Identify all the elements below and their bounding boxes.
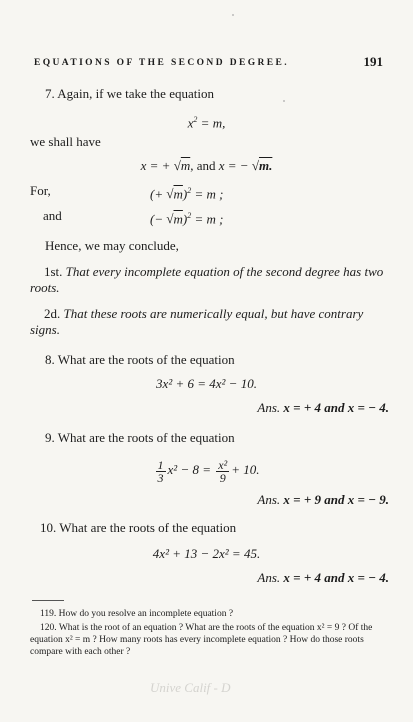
running-head: EQUATIONS OF THE SECOND DEGREE. <box>34 58 290 68</box>
footnote-119: 119. How do you resolve an incomplete equation ? <box>40 609 234 619</box>
page-header <box>34 56 383 72</box>
we-shall-have: we shall have <box>30 134 101 149</box>
problem-9-equation: $\frac{1}{3}$ x² − 8 = $\frac{\text{x²}}{9}$ + 10. <box>157 457 260 485</box>
and-label: and <box>43 208 62 223</box>
paragraph-7 <box>45 86 214 102</box>
item-number: 7. <box>45 86 55 101</box>
equation-x-squared-m: $x^2 = m$, <box>187 115 226 131</box>
fraction-one-third: $\frac{1}{3}$ <box>157 457 164 485</box>
footnote-divider <box>32 600 64 601</box>
problem-8-equation: 3x² + 6 = 4x² − 10. <box>156 376 257 391</box>
problem-9-answer: Ans. x = + 9 and x = − 9. <box>257 492 389 507</box>
sqrt-symbol: √ <box>173 158 181 173</box>
item-number: 9. <box>45 430 55 445</box>
for-label: For, <box>30 183 51 198</box>
conclusion-1: 1st. That every incomplete equation of the second degree has two roots. <box>30 264 384 295</box>
problem-10: 10. What are the roots of the equation <box>40 520 237 535</box>
item-number: 10. <box>40 520 57 535</box>
problem-8-answer: Ans. x = + 4 and x = − 4. <box>257 400 389 415</box>
hence-line: Hence, we may conclude, <box>45 238 179 253</box>
problem-10-answer: Ans. x = + 4 and x = − 4. <box>257 570 389 585</box>
fraction-x2-over-9: $\frac{\text{x²}}{9}$ <box>218 457 228 485</box>
item-number: 8. <box>45 352 55 367</box>
paragraph-text: Again, if we take the equation <box>57 86 214 101</box>
for-equation: (+ √m)$^2$ = m ; <box>150 186 224 202</box>
problem-9: 9. What are the roots of the equation <box>45 430 235 445</box>
speck <box>232 14 234 16</box>
conclusion-2: 2d. That these roots are numerically equal, but have contrary signs. <box>30 306 364 337</box>
and-equation: (− √m)$^2$ = m ; <box>150 211 224 227</box>
problem-10-equation: 4x² + 13 − 2x² = 45. <box>152 546 261 561</box>
roots-line: x = + √m, and x = − √m. <box>140 158 273 173</box>
library-watermark: Unive Calif - D <box>150 680 231 695</box>
page-number: 191 <box>363 54 383 69</box>
problem-8: 8. What are the roots of the equation <box>45 352 235 367</box>
sqrt-symbol: √ <box>251 158 259 173</box>
footnote-120: 120. What is the root of an equation ? What are the roots of the equation x² = 9 ? Of the equation x² = m ? How many roots has every incomplete equation ? How do those roots compare with each other ? <box>30 623 373 657</box>
sqrt-symbol: √ <box>166 211 174 227</box>
sqrt-symbol: √ <box>166 186 174 202</box>
speck <box>283 100 285 102</box>
